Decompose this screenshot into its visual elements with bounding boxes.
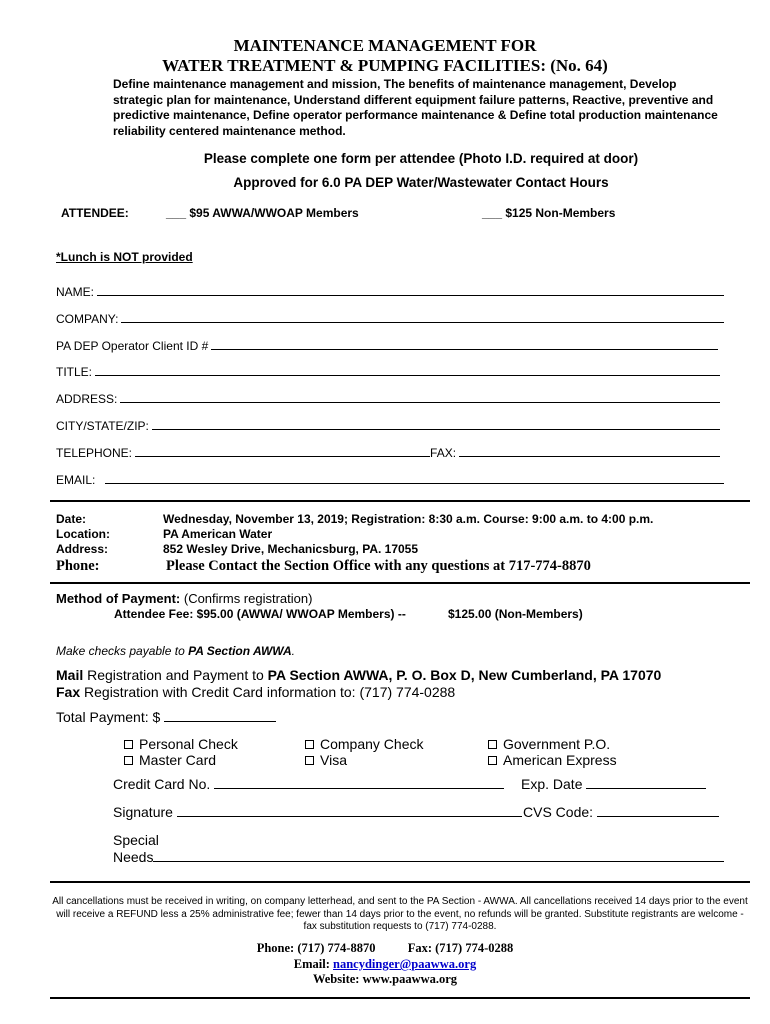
city-state-zip-field[interactable] [56, 417, 720, 433]
title-line-1: MAINTENANCE MANAGEMENT FOR [233, 36, 537, 55]
mail-bold: Mail [56, 667, 84, 683]
telephone-line[interactable] [135, 456, 430, 457]
address-value: 852 Wesley Drive, Mechanicsburg, PA. 17055 [163, 542, 419, 556]
footer-phone: Phone: (717) 774-8870 [256, 941, 376, 955]
checks-payee: PA Section AWWA [188, 644, 292, 658]
method-note: (Confirms registration) [183, 591, 313, 606]
contact-email [0, 957, 770, 972]
title-line-2: WATER TREATMENT & PUMPING FACILITIES: (No. 64) [162, 56, 608, 75]
credit-card-field[interactable] [113, 776, 504, 792]
master-card-option[interactable] [124, 752, 216, 768]
total-payment-field[interactable] [56, 709, 276, 725]
exp-date-field[interactable] [521, 776, 706, 792]
divider-4 [50, 997, 750, 999]
telephone-fax-field[interactable] [56, 444, 720, 460]
checks-suffix: . [291, 644, 295, 658]
email-field[interactable] [56, 471, 724, 487]
checkbox-icon[interactable] [305, 756, 314, 765]
visa-label: Visa [320, 752, 347, 768]
american-express-label: American Express [503, 752, 617, 768]
credit-card-label: Credit Card No. [113, 776, 211, 792]
address-label: ADDRESS: [56, 392, 118, 406]
checkbox-icon[interactable] [124, 756, 133, 765]
address-field[interactable] [56, 390, 720, 406]
email-line[interactable] [105, 483, 724, 484]
checkbox-icon[interactable] [124, 740, 133, 749]
checkbox-icon[interactable] [488, 756, 497, 765]
checkbox-icon[interactable] [488, 740, 497, 749]
location-value: PA American Water [163, 527, 273, 541]
lunch-note: *Lunch is NOT provided [56, 250, 193, 264]
method-label: Method of Payment: [56, 591, 181, 606]
special-label: Special [113, 832, 159, 848]
cvs-code-field[interactable] [523, 804, 719, 820]
course-topics: Define maintenance management and mission, The benefits of maintenance management, Develop strategic plan for maintenance, Understand different equipment failure patterns, Reactive, preventive and predictive maintenance, Define operator performance maintenance & Define total production maintenance reliability centered maintenance method. [113, 77, 718, 138]
telephone-label: TELEPHONE: [56, 446, 133, 460]
email-link[interactable]: nancydinger@paawwa.org [333, 957, 477, 971]
city-state-zip-label: CITY/STATE/ZIP: [56, 419, 149, 433]
approved-hours-note: Approved for 6.0 PA DEP Water/Wastewater Contact Hours [233, 175, 609, 190]
fax-line[interactable] [459, 456, 720, 457]
name-field[interactable] [56, 283, 724, 299]
company-label: COMPANY: [56, 312, 119, 326]
government-po-label: Government P.O. [503, 736, 611, 752]
location-label: Location: [56, 527, 110, 541]
checks-prefix: Make checks payable to [56, 644, 189, 658]
fax-label: FAX: [430, 446, 457, 460]
divider-1 [50, 500, 750, 502]
checkbox-icon[interactable] [305, 740, 314, 749]
fax-instructions [56, 684, 455, 700]
divider-2 [50, 582, 750, 584]
date-value: Wednesday, November 13, 2019; Registration: 8:30 a.m. Course: 9:00 a.m. to 4:00 p.m. [163, 512, 654, 526]
fee-line: Attendee Fee: $95.00 (AWWA/ WWOAP Members) -- [114, 607, 406, 621]
checks-payable-note [56, 644, 295, 658]
operator-id-field[interactable] [56, 337, 718, 353]
one-form-note: Please complete one form per attendee (Photo I.D. required at door) [203, 151, 639, 166]
total-payment-label: Total Payment: $ [56, 709, 161, 725]
company-field[interactable] [56, 310, 724, 326]
divider-3 [50, 881, 750, 883]
title-field[interactable] [56, 363, 720, 379]
phone-contact-note: Please Contact the Section Office with any questions at 717-774-8870 [166, 558, 591, 574]
company-line[interactable] [121, 322, 724, 323]
cancellation-policy: All cancellations must be received in writing, on company letterhead, and sent to the PA Section - AWWA. All cancellations received 14 days prior to the event will receive a REFUND less a 25% administrative fee; fewer than 14 days prior to the event, no refunds will be granted. Substitute registrants are welcome - fax substitution requests to (717) 774-0288. [52, 896, 748, 932]
signature-label: Signature [113, 804, 173, 820]
mail-address: PA Section AWWA, P. O. Box D, New Cumberland, PA 17070 [267, 667, 662, 683]
total-payment-line[interactable] [164, 721, 276, 722]
fee-nonmember: $125.00 (Non-Members) [448, 607, 583, 621]
cvs-code-line[interactable] [597, 816, 719, 817]
email-label: EMAIL: [56, 473, 96, 487]
title-label: TITLE: [56, 365, 93, 379]
footer-email-label: Email: [293, 957, 330, 971]
operator-id-line[interactable] [211, 349, 718, 350]
name-label: NAME: [56, 285, 95, 299]
special-needs-line[interactable] [153, 861, 724, 862]
name-line[interactable] [97, 295, 724, 296]
phone-label: Phone: [56, 558, 100, 574]
contact-phone-fax [0, 941, 770, 956]
contact-website: Website: www.paawwa.org [312, 972, 458, 986]
credit-card-line[interactable] [214, 788, 504, 789]
fax-bold: Fax [56, 684, 81, 700]
mail-instructions [56, 667, 661, 683]
date-label: Date: [56, 512, 87, 526]
signature-field[interactable] [113, 804, 522, 820]
city-state-zip-line[interactable] [152, 429, 720, 430]
title-line[interactable] [95, 375, 720, 376]
company-check-label: Company Check [320, 736, 424, 752]
fax-text: Registration with Credit Card information to: (717) 774-0288 [80, 684, 456, 700]
member-fee-option[interactable]: ___ $95 AWWA/WWOAP Members [166, 206, 359, 220]
special-needs-field[interactable] [113, 849, 724, 865]
american-express-option[interactable] [488, 752, 617, 768]
needs-label: Needs [113, 849, 154, 865]
nonmember-fee-option[interactable]: ___ $125 Non-Members [482, 206, 616, 220]
signature-line[interactable] [177, 816, 522, 817]
footer-fax: Fax: (717) 774-0288 [407, 941, 514, 955]
cvs-code-label: CVS Code: [523, 804, 594, 820]
operator-id-label: PA DEP Operator Client ID # [56, 339, 209, 353]
exp-date-label: Exp. Date [521, 776, 583, 792]
company-check-option[interactable] [305, 736, 424, 752]
mail-text: Registration and Payment to [83, 667, 268, 683]
address-line[interactable] [120, 402, 720, 403]
exp-date-line[interactable] [586, 788, 706, 789]
attendee-label: ATTENDEE: [61, 206, 129, 220]
visa-option[interactable] [305, 752, 347, 768]
method-of-payment [56, 591, 312, 606]
address-label-event: Address: [56, 542, 109, 556]
government-po-option[interactable] [488, 736, 610, 752]
master-card-label: Master Card [139, 752, 217, 768]
personal-check-label: Personal Check [139, 736, 238, 752]
personal-check-option[interactable] [124, 736, 238, 752]
